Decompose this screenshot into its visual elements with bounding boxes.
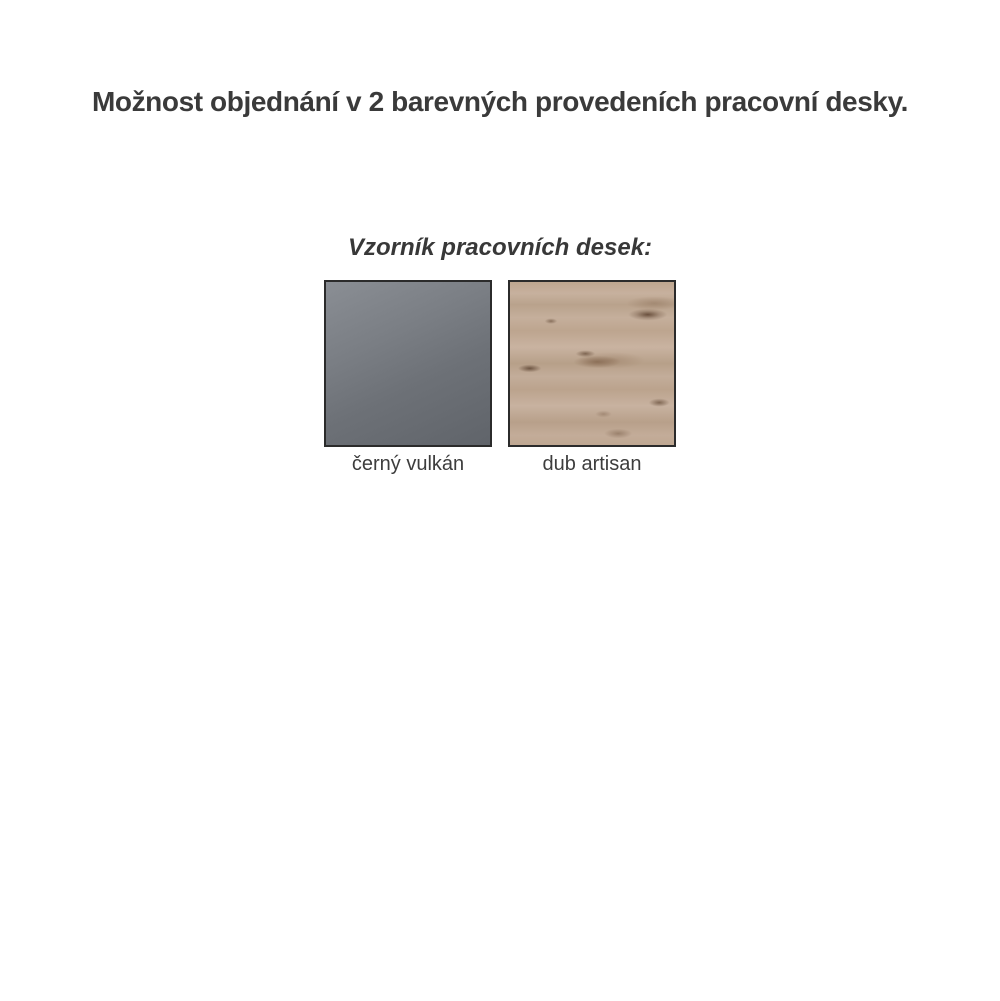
samples-section-title: Vzorník pracovních desek: <box>347 234 653 261</box>
swatch-label: černý vulkán <box>351 453 465 475</box>
swatch-image-cerny-vulkan <box>324 280 492 447</box>
page-title: Možnost objednání v 2 barevných provedeních pracovní desky. <box>91 86 909 117</box>
swatch-image-dub-artisan <box>508 280 676 447</box>
swatch-item-dub-artisan <box>508 280 676 476</box>
swatch-label: dub artisan <box>542 453 642 475</box>
swatch-grid <box>324 280 676 476</box>
swatch-item-cerny-vulkan <box>324 280 492 476</box>
